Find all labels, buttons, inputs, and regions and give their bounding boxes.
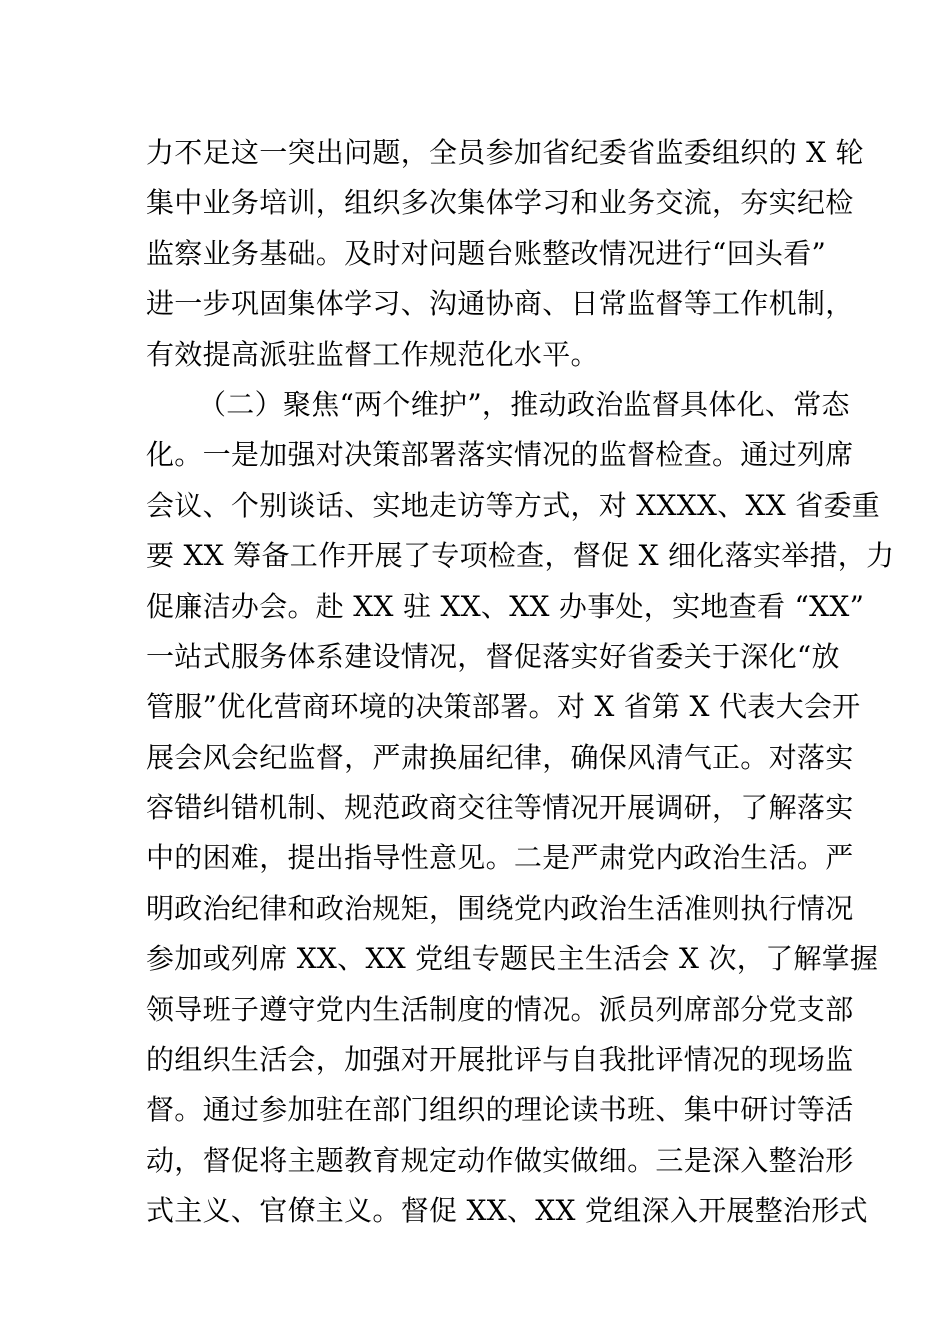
text-line: 要 XX 筹备工作开展了专项检查，督促 X 细化落实举措，力	[146, 539, 895, 573]
text-line: 领导班子遵守党内生活制度的情况。派员列席部分党支部	[146, 992, 854, 1026]
text-line: 动，督促将主题教育规定动作做实做细。三是深入整治形	[146, 1143, 854, 1177]
text-line: 督。通过参加驻在部门组织的理论读书班、集中研讨等活	[146, 1093, 854, 1127]
text-line: 会议、个别谈话、实地走访等方式，对 XXXX、XX 省委重	[146, 488, 881, 522]
text-line: 促廉洁办会。赴 XX 驻 XX、XX 办事处，实地查看 “XX”	[146, 589, 865, 623]
text-line: 监察业务基础。及时对问题台账整改情况进行“回头看”	[146, 236, 827, 270]
text-line: 展会风会纪监督，严肃换届纪律，确保风清气正。对落实	[146, 740, 854, 774]
text-line: 进一步巩固集体学习、沟通协商、日常监督等工作机制，	[146, 287, 854, 321]
text-line: 有效提高派驻监督工作规范化水平。	[146, 337, 599, 371]
text-line: 化。一是加强对决策部署落实情况的监督检查。通过列席	[146, 438, 854, 472]
text-line: 的组织生活会，加强对开展批评与自我批评情况的现场监	[146, 1043, 854, 1077]
text-line: 容错纠错机制、规范政商交往等情况开展调研，了解落实	[146, 791, 854, 825]
body-text	[146, 128, 895, 1237]
section-heading-line: （二）聚焦“两个维护”，推动政治监督具体化、常态	[198, 387, 850, 421]
text-line: 力不足这一突出问题，全员参加省纪委省监委组织的 X 轮	[146, 136, 864, 169]
text-line: 集中业务培训，组织多次集体学习和业务交流，夯实纪检	[146, 186, 854, 220]
text-line: 管服”优化营商环境的决策部署。对 X 省第 X 代表大会开	[146, 690, 861, 724]
text-line: 中的困难，提出指导性意见。二是严肃党内政治生活。严	[146, 841, 854, 875]
text-line: 明政治纪律和政治规矩，围绕党内政治生活准则执行情况	[146, 891, 854, 925]
text-line: 式主义、官僚主义。督促 XX、XX 党组深入开展整治形式	[146, 1194, 868, 1228]
text-line: 参加或列席 XX、XX 党组专题民主生活会 X 次，了解掌握	[146, 942, 879, 976]
text-line: 一站式服务体系建设情况，督促落实好省委关于深化“放	[146, 639, 840, 673]
